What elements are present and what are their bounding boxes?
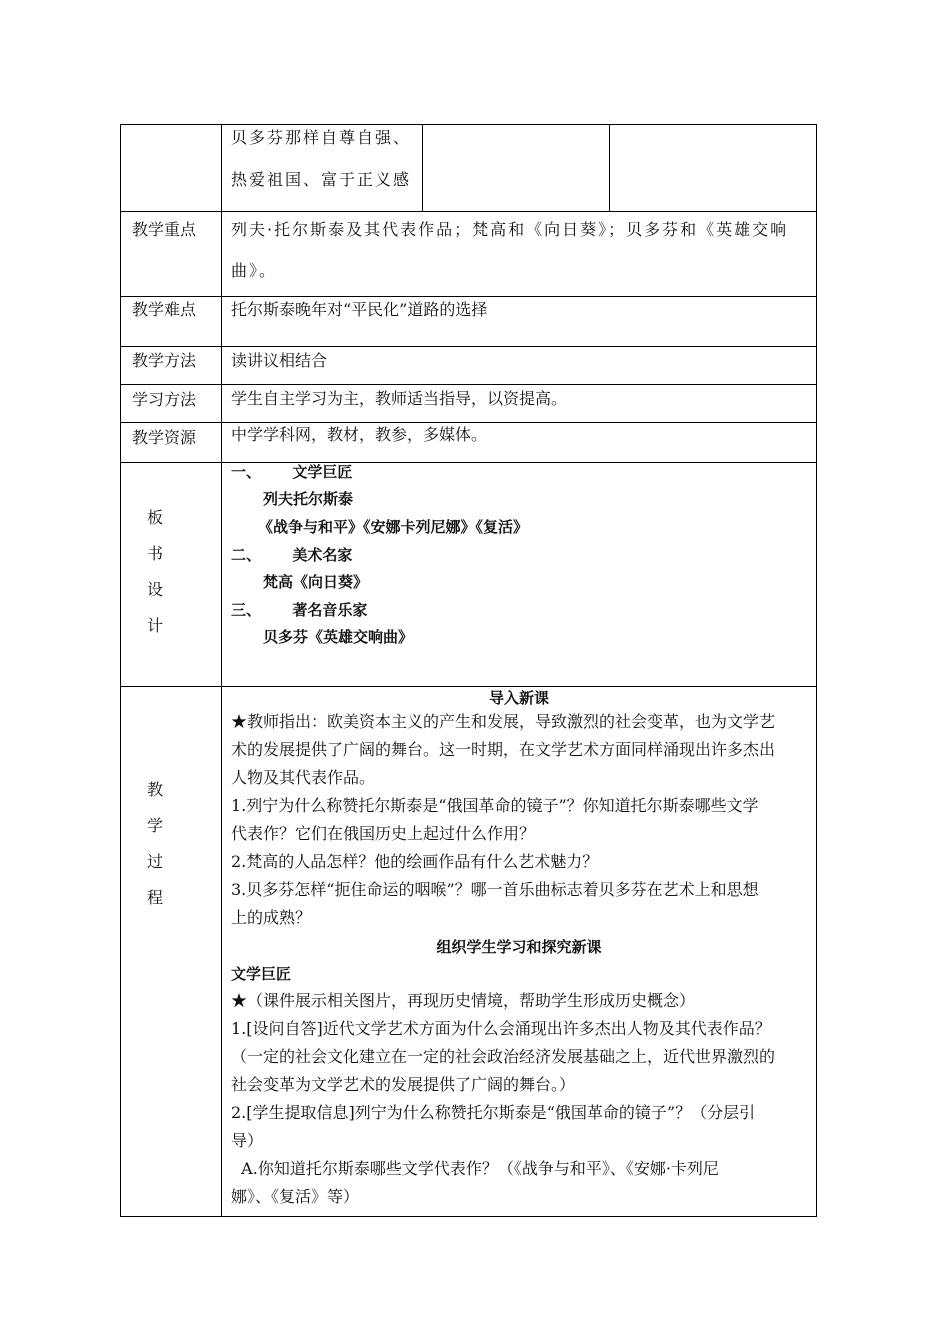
key-points-line: 曲》。: [231, 261, 278, 280]
board-line: 《战争与和平》《安娜卡列尼娜》《复活》: [258, 518, 529, 536]
intro-line: 术的发展提供了广阔的舞台。这一时期，在文学艺术方面同样涌现出许多杰出: [231, 740, 776, 759]
board-design-label: [143, 500, 167, 644]
table-border-left: [120, 124, 121, 1217]
intro-line: 1.列宁为什么称赞托尔斯泰是“俄国革命的镜子”？你知道托尔斯泰哪些文学: [231, 796, 759, 815]
board-label-char: 板: [146, 508, 163, 527]
board-label-char: 设: [146, 580, 163, 599]
table-border-right: [816, 124, 817, 1217]
intro-line: ★教师指出：欧美资本主义的产生和发展，导致激烈的社会变革，也为文学艺: [231, 712, 776, 731]
body-line: ★（课件展示相关图片，再现历史情境，帮助学生形成历史概念）: [231, 991, 696, 1010]
intro-line: 上的成熟？: [231, 908, 312, 927]
study-text: 学生自主学习为主，教师适当指导，以资提高。: [231, 389, 568, 408]
body-line: 社会变革为文学艺术的发展提供了广阔的舞台。）: [231, 1075, 576, 1094]
row-separator: [120, 462, 817, 463]
key-points-label: 教学重点: [132, 220, 197, 239]
top-row-line: 贝多芬那样自尊自强、: [231, 128, 412, 147]
method-text: 读讲议相结合: [231, 351, 328, 370]
process-label-char: 过: [146, 852, 163, 871]
body-line: 1.[设问自答]近代文学艺术方面为什么会涌现出许多杰出人物及其代表作品？: [231, 1019, 771, 1038]
section-heading-explore: 组织学生学习和探究新课: [436, 938, 602, 956]
resources-text: 中学学科网，教材，教参，多媒体。: [231, 425, 488, 444]
body-line: 导）: [231, 1131, 264, 1150]
body-line: （一定的社会文化建立在一定的社会政治经济发展基础之上，近代世界激烈的: [231, 1047, 776, 1066]
row-separator: [120, 384, 817, 385]
process-label-char: 教: [146, 780, 163, 799]
board-line: 二、 美术名家: [231, 546, 353, 564]
board-line: 一、 文学巨匠: [231, 463, 353, 481]
intro-line: 3.贝多芬怎样“扼住命运的咽喉”？哪一首乐曲标志着贝多芬在艺术上和思想: [231, 880, 759, 899]
table-border-top: [120, 124, 817, 125]
process-label: [143, 772, 167, 916]
intro-line: 2.梵高的人品怎样？他的绘画作品有什么艺术魅力？: [231, 852, 599, 871]
difficulty-label: 教学难点: [132, 300, 197, 319]
key-points-line: 列夫·托尔斯泰及其代表作品；梵高和《向日葵》；贝多芬和《英雄交响: [231, 220, 789, 239]
intro-line: 人物及其代表作品。: [231, 768, 376, 787]
body-line: 娜》、《复活》等）: [231, 1187, 360, 1206]
board-line: 梵高《向日葵》: [263, 573, 369, 591]
resources-label: 教学资源: [132, 428, 197, 447]
body-line: 2.[学生提取信息]列宁为什么称赞托尔斯泰是“俄国革命的镜子”？（分层引: [231, 1103, 756, 1122]
board-line: 三、 著名音乐家: [231, 601, 368, 619]
label-column-divider: [221, 124, 222, 1217]
top-row-divider-1: [422, 124, 423, 211]
board-label-char: 书: [146, 544, 163, 563]
body-line: A.你知道托尔斯泰哪些文学代表作？（《战争与和平》、《安娜·卡列尼: [231, 1159, 719, 1178]
method-label: 教学方法: [132, 351, 197, 370]
study-label: 学习方法: [132, 390, 197, 409]
process-label-char: 学: [146, 816, 163, 835]
row-separator: [120, 211, 817, 212]
top-row-divider-2: [609, 124, 610, 211]
board-line: 列夫托尔斯泰: [263, 490, 354, 508]
table-border-bottom: [120, 1216, 817, 1217]
row-separator: [120, 346, 817, 347]
subheading-literature: 文学巨匠: [231, 965, 292, 983]
difficulty-text: 托尔斯泰晚年对“平民化”道路的选择: [231, 300, 488, 319]
intro-line: 代表作？它们在俄国历史上起过什么作用？: [231, 824, 536, 843]
process-label-char: 程: [146, 888, 163, 907]
board-label-char: 计: [146, 616, 163, 635]
row-separator: [120, 296, 817, 297]
top-row-line: 热爱祖国、富于正义感: [231, 170, 412, 189]
section-heading-intro: 导入新课: [488, 689, 549, 707]
board-line: 贝多芬《英雄交响曲》: [263, 628, 414, 646]
row-separator: [120, 422, 817, 423]
